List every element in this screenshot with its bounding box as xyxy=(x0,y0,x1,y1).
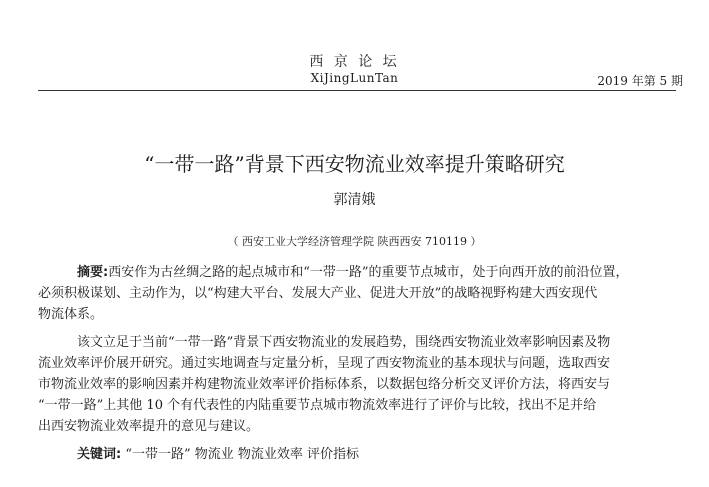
keywords-label: 关键词: xyxy=(77,447,122,462)
journal-name-cn: 西 京 论 坛 xyxy=(309,54,400,70)
abstract-paragraph-2 xyxy=(38,332,676,437)
para2-line-1: 该文立足于当前“一带一路”背景下西安物流业的发展趋势，围绕西安物流业效率影响因素及物 xyxy=(77,335,611,350)
issue-number: 2019 年第 5 期 xyxy=(597,74,683,88)
keywords-line xyxy=(38,444,676,465)
author-affiliation: （ 西安工业大学经济管理学院 陕西西安 710119 ） xyxy=(227,235,482,248)
abstract-text-1: 西安作为古丝绸之路的起点城市和“一带一路”的重要节点城市，处于向西开放的前沿位置， xyxy=(108,265,629,280)
article-author: 郭清娥 xyxy=(333,192,376,208)
journal-name-en: XiJingLunTan xyxy=(310,71,399,85)
abstract-line-1 xyxy=(38,262,676,283)
para2-line-5: 出西安物流业效率提升的意见与建议。 xyxy=(38,419,260,434)
header-divider xyxy=(38,90,676,91)
abstract-line-3: 物流体系。 xyxy=(38,307,104,322)
keywords-paragraph xyxy=(38,444,676,465)
keywords-text: “一带一路” 物流业 物流业效率 评价指标 xyxy=(125,447,360,462)
para2-line-3: 市物流业效率的影响因素并构建物流业效率评价指标体系，以数据包络分析交叉评价方法，将西安与 xyxy=(38,377,611,392)
para2-line-4: “一带一路”上其他 10 个有代表性的内陆重要节点城市物流效率进行了评价与比较，找出不足并给 xyxy=(38,398,597,413)
abstract-paragraph xyxy=(38,262,676,325)
para2-line-2: 流业效率评价展开研究。通过实地调查与定量分析，呈现了西安物流业的基本现状与问题，选取西安 xyxy=(38,356,611,371)
abstract-line-2: 必须积极谋划、主动作为，以“构建大平台、发展大产业、促进大开放”的战略视野构建大西安现代 xyxy=(38,286,598,301)
abstract-label: 摘要: xyxy=(77,265,109,280)
article-title: “一带一路”背景下西安物流业效率提升策略研究 xyxy=(144,152,565,176)
